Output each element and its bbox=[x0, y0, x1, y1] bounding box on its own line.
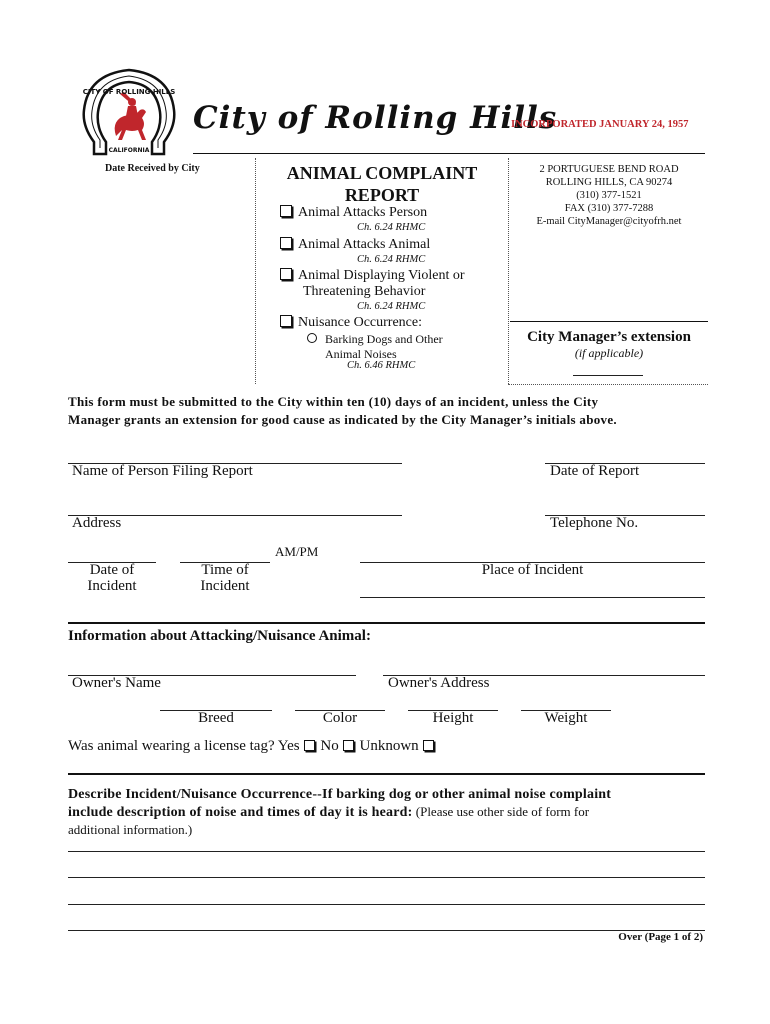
option-label: Animal Attacks Person bbox=[298, 205, 428, 220]
contact-phone: (310) 377-1521 bbox=[576, 190, 642, 201]
report-title-line2: REPORT bbox=[344, 185, 420, 205]
notice-line1: This form must be submitted to the City within ten (10) days of an incident, unless the City bbox=[68, 394, 599, 409]
license-tag-question bbox=[68, 738, 436, 755]
date-received-label: Date Received by City bbox=[105, 163, 200, 174]
option-attacks-person[interactable] bbox=[280, 205, 427, 221]
animal-section-heading: Information about Attacking/Nuisance Animal: bbox=[68, 628, 371, 644]
describe-line-1[interactable] bbox=[68, 851, 705, 852]
option-nuisance[interactable] bbox=[280, 315, 422, 331]
license-question-text: Was animal wearing a license tag? Yes bbox=[68, 738, 300, 754]
describe-line2-bold: include description of noise and times of day it is heard: bbox=[68, 805, 413, 820]
checkbox-yes-icon[interactable] bbox=[304, 740, 315, 751]
page-footer: Over (Page 1 of 2) bbox=[618, 931, 703, 943]
color-label: Color bbox=[322, 710, 358, 726]
describe-section-rule bbox=[68, 773, 705, 775]
option-code: Ch. 6.24 RHMC bbox=[357, 254, 426, 265]
checkbox-icon[interactable] bbox=[280, 205, 292, 217]
place-incident-line2[interactable] bbox=[360, 597, 705, 598]
report-title-line1: ANIMAL COMPLAINT bbox=[286, 163, 478, 183]
describe-line-2[interactable] bbox=[68, 877, 705, 878]
license-no-label: No bbox=[320, 738, 339, 754]
extension-rule bbox=[510, 321, 708, 322]
describe-line-3[interactable] bbox=[68, 904, 705, 905]
telephone-label: Telephone No. bbox=[550, 515, 639, 531]
ampm-label: AM/PM bbox=[275, 544, 319, 559]
sub-option-barking[interactable] bbox=[307, 332, 443, 362]
breed-label: Breed bbox=[198, 710, 234, 726]
report-title bbox=[262, 162, 502, 206]
option-violent-behavior[interactable] bbox=[280, 268, 465, 300]
header-rule bbox=[193, 153, 705, 154]
contact-email: E-mail CityManager@cityofrh.net bbox=[536, 216, 682, 227]
city-contact bbox=[510, 163, 708, 228]
time-incident-line1: Time of bbox=[201, 562, 249, 578]
radio-icon[interactable] bbox=[307, 333, 317, 343]
svg-text:CALIFORNIA: CALIFORNIA bbox=[108, 147, 150, 154]
submission-notice bbox=[68, 393, 617, 429]
extension-subtitle: (if applicable) bbox=[574, 346, 644, 360]
date-incident-line2: Incident bbox=[87, 578, 137, 594]
city-title: City of Rolling Hills bbox=[193, 100, 558, 136]
option-label-line2: Threatening Behavior bbox=[303, 284, 426, 299]
incorporated-date: INCORPORATED JANUARY 24, 1957 bbox=[511, 119, 689, 130]
notice-line2: Manager grants an extension for good cause as indicated by the City Manager’s initials above. bbox=[68, 412, 617, 427]
checkbox-icon[interactable] bbox=[280, 315, 292, 327]
place-incident-label: Place of Incident bbox=[481, 562, 584, 578]
option-label: Animal Displaying Violent or bbox=[298, 268, 465, 283]
name-field-label: Name of Person Filing Report bbox=[72, 463, 253, 479]
checkbox-unknown-icon[interactable] bbox=[423, 740, 434, 751]
contact-fax: FAX (310) 377-7288 bbox=[564, 203, 654, 214]
divider-right bbox=[508, 158, 509, 384]
address-label: Address bbox=[72, 515, 122, 531]
sub-option-label-line2: Animal Noises bbox=[325, 347, 397, 361]
date-report-label: Date of Report bbox=[550, 463, 640, 479]
divider-left bbox=[255, 158, 256, 384]
describe-line3: additional information.) bbox=[68, 822, 193, 837]
option-label: Animal Attacks Animal bbox=[298, 237, 431, 252]
svg-text:CITY OF ROLLING HILLS: CITY OF ROLLING HILLS bbox=[82, 88, 176, 96]
option-code: Ch. 6.24 RHMC bbox=[357, 222, 426, 233]
date-incident-label bbox=[68, 562, 156, 594]
describe-line2-normal: (Please use other side of form for bbox=[412, 804, 590, 819]
option-attacks-animal[interactable] bbox=[280, 237, 430, 253]
option-label: Nuisance Occurrence: bbox=[298, 315, 422, 330]
extension-initials-line[interactable] bbox=[573, 375, 643, 376]
describe-instructions bbox=[68, 786, 708, 838]
checkbox-icon[interactable] bbox=[280, 268, 292, 280]
contact-address1: 2 PORTUGUESE BEND ROAD bbox=[539, 164, 679, 175]
sub-option-label: Barking Dogs and Other bbox=[325, 332, 443, 346]
date-incident-line1: Date of bbox=[89, 562, 135, 578]
checkbox-no-icon[interactable] bbox=[343, 740, 354, 751]
owner-name-label: Owner's Name bbox=[72, 675, 161, 691]
animal-section-rule bbox=[68, 622, 705, 624]
city-seal-logo bbox=[76, 64, 182, 160]
time-incident-label bbox=[180, 562, 270, 594]
time-incident-line2: Incident bbox=[200, 578, 250, 594]
owner-address-label: Owner's Address bbox=[388, 675, 490, 691]
describe-line1: Describe Incident/Nuisance Occurrence--If barking dog or other animal noise complaint bbox=[68, 787, 612, 802]
extension-title: City Manager’s extension bbox=[527, 329, 691, 345]
sub-option-code: Ch. 6.46 RHMC bbox=[347, 360, 416, 371]
checkbox-icon[interactable] bbox=[280, 237, 292, 249]
height-label: Height bbox=[432, 710, 474, 726]
license-unknown-label: Unknown bbox=[359, 738, 419, 754]
divider-bottom bbox=[508, 384, 708, 385]
weight-label: Weight bbox=[544, 710, 588, 726]
contact-address2: ROLLING HILLS, CA 90274 bbox=[545, 177, 673, 188]
option-code: Ch. 6.24 RHMC bbox=[357, 301, 426, 312]
